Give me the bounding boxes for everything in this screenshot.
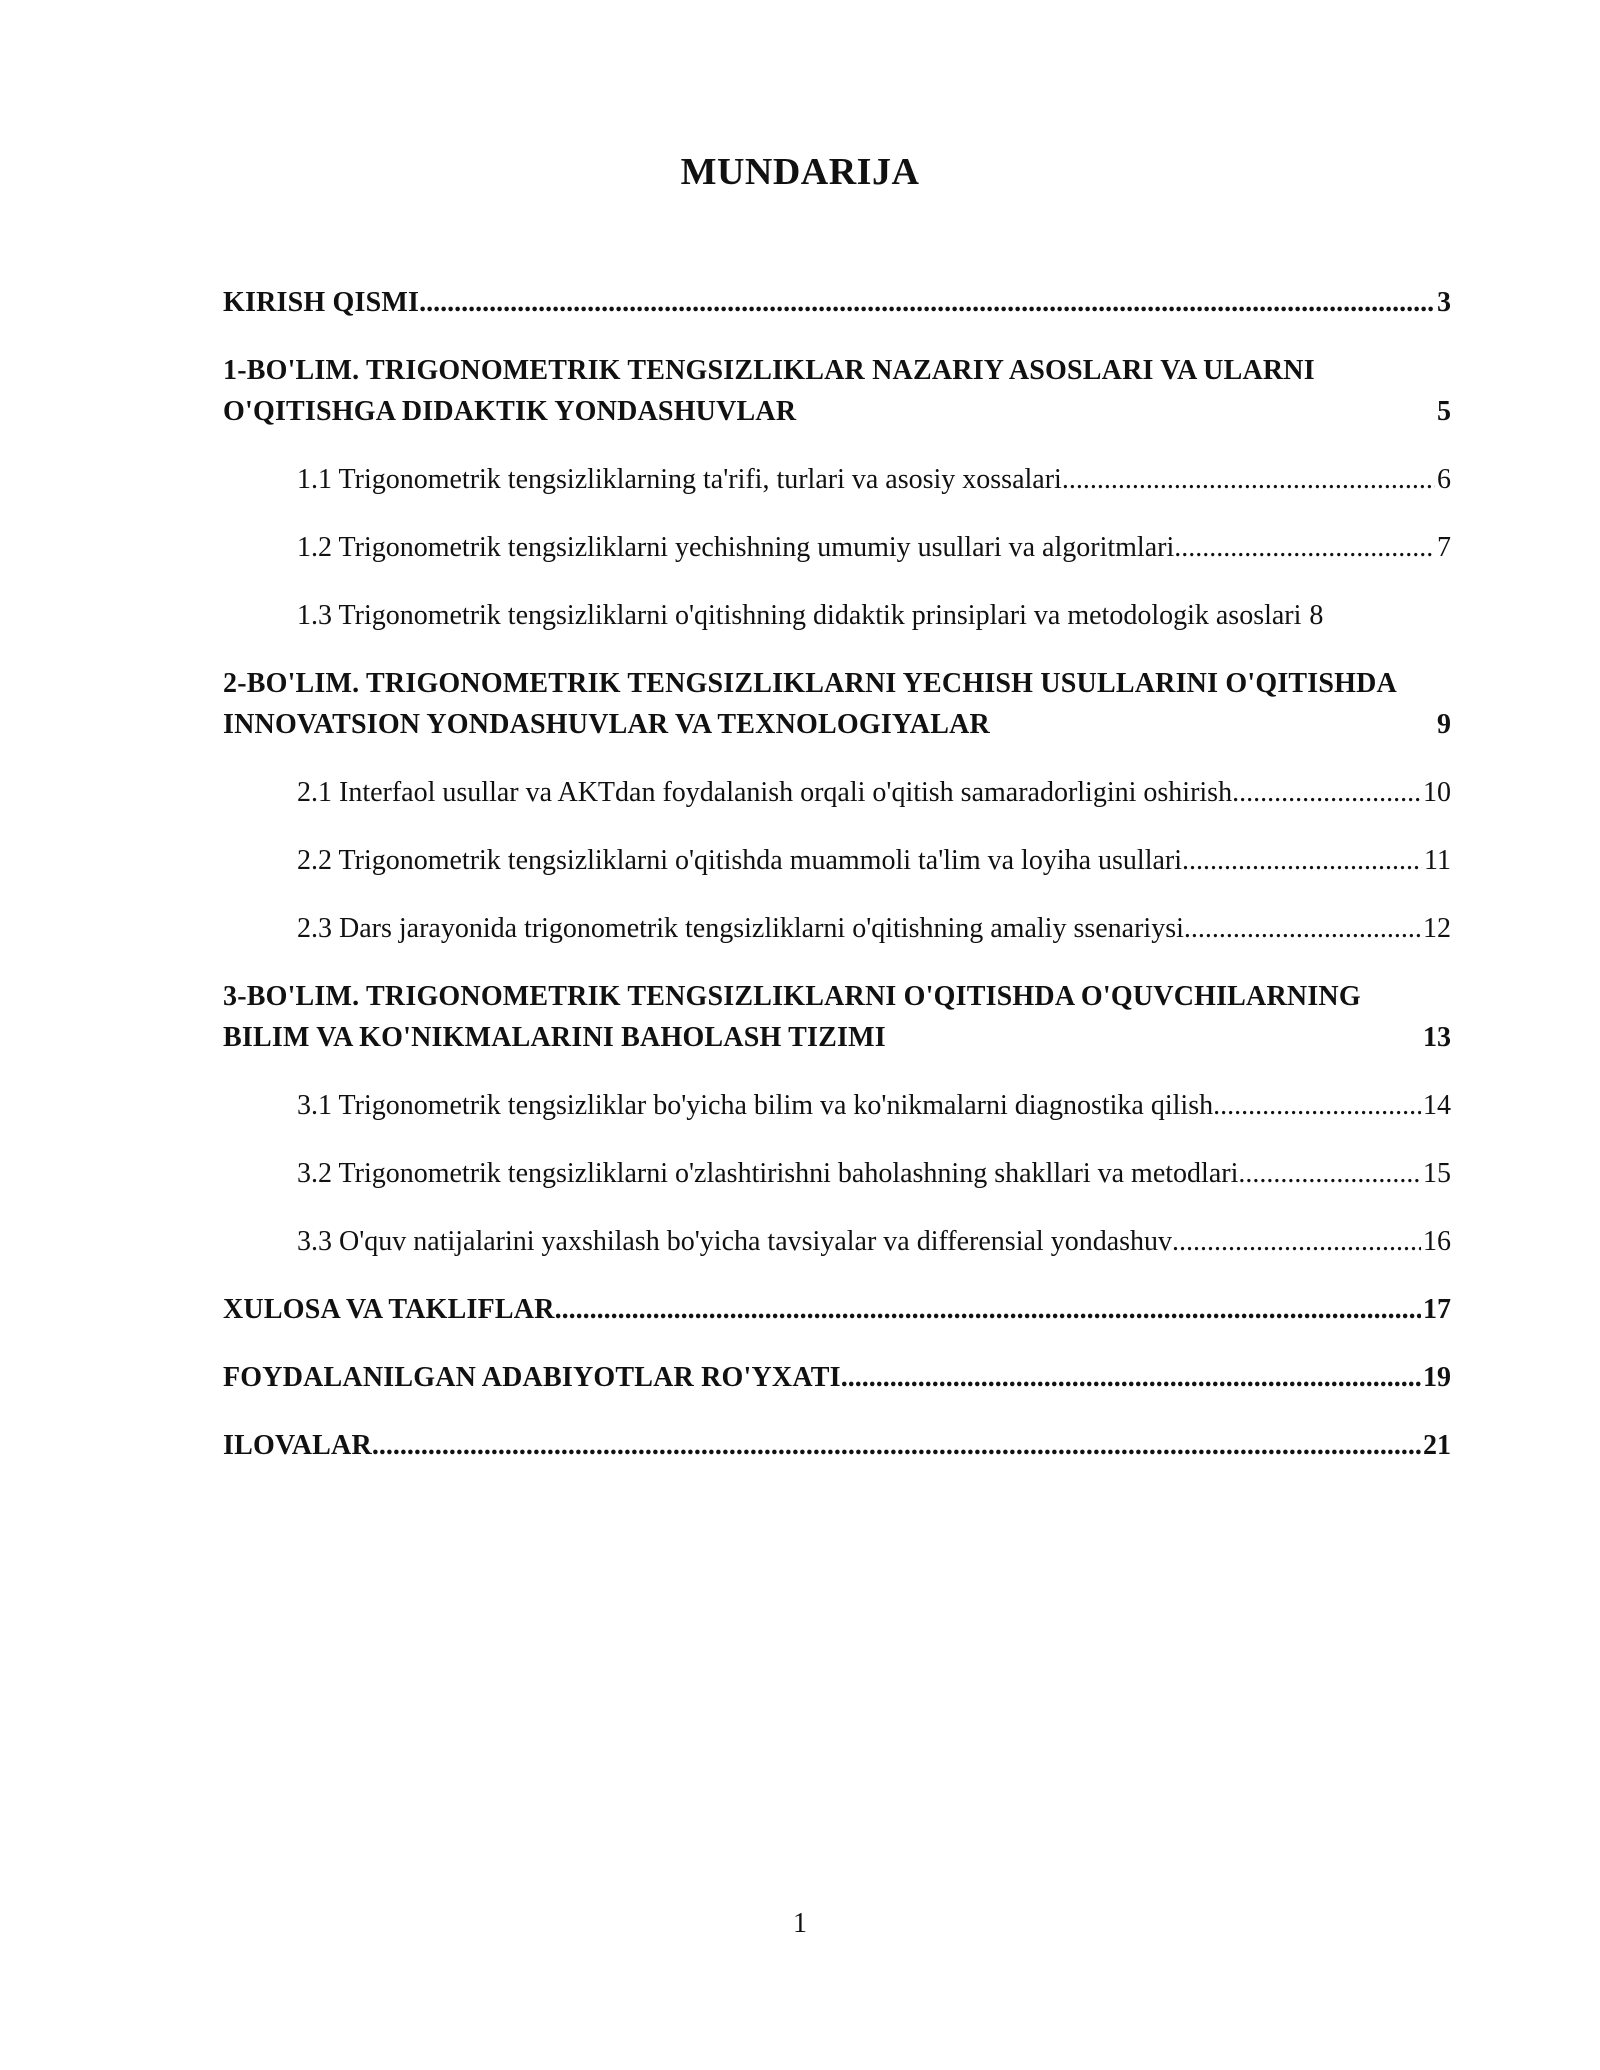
toc-entry-page: 5 bbox=[1437, 396, 1451, 427]
toc-entry-introduction[interactable] bbox=[223, 282, 1451, 323]
dot-leader bbox=[1213, 1085, 1421, 1126]
toc-entry-title: KIRISH QISMI bbox=[223, 287, 420, 318]
toc-entry-title: 2.2 Trigonometrik tengsizliklarni o'qitishda muammoli ta'lim va loyiha usullari bbox=[297, 845, 1183, 876]
dot-leader bbox=[841, 1357, 1421, 1398]
toc-entry-section-2-1[interactable] bbox=[297, 772, 1451, 813]
toc-entry-section-2-3[interactable] bbox=[297, 908, 1451, 949]
toc-entry-page: 17 bbox=[1423, 1294, 1451, 1325]
toc-entry-title: 2.1 Interfaol usullar va AKTdan foydalanish orqali o'qitish samaradorligini oshirish bbox=[297, 777, 1233, 808]
toc-entry-page: 6 bbox=[1437, 464, 1451, 495]
toc-entry-title: 1.3 Trigonometrik tengsizliklarni o'qitishning didaktik prinsiplari va metodologik asoslari bbox=[297, 600, 1302, 631]
toc-entry-title: ILOVALAR bbox=[223, 1430, 372, 1461]
toc-entry-page: 19 bbox=[1423, 1362, 1451, 1393]
toc-entry-page: 16 bbox=[1423, 1226, 1451, 1257]
dot-leader bbox=[555, 1289, 1421, 1330]
page-title: MUNDARIJA bbox=[680, 151, 920, 193]
toc-entry-title: FOYDALANILGAN ADABIYOTLAR RO'YXATI bbox=[223, 1362, 841, 1393]
toc-entry-page: 10 bbox=[1423, 777, 1451, 808]
toc-entry-chapter-2[interactable] bbox=[223, 663, 1451, 745]
toc-entry-title: 2.3 Dars jarayonida trigonometrik tengsizliklarni o'qitishning amaliy ssenariysi bbox=[297, 913, 1184, 944]
toc-entry-page: 13 bbox=[1423, 1022, 1451, 1053]
toc-entry-section-1-3[interactable] bbox=[297, 595, 1451, 636]
toc-entry-page: 11 bbox=[1424, 845, 1451, 876]
toc-entry-page: 12 bbox=[1423, 913, 1451, 944]
toc-entry-section-1-1[interactable] bbox=[297, 459, 1451, 500]
toc-entry-title: 1.2 Trigonometrik tengsizliklarni yechishning umumiy usullari va algoritmlari bbox=[297, 532, 1175, 563]
toc-entry-page: 7 bbox=[1437, 532, 1451, 563]
toc-entry-section-2-2[interactable] bbox=[297, 840, 1451, 881]
dot-leader bbox=[1062, 459, 1435, 500]
toc-entry-page: 8 bbox=[1309, 600, 1324, 631]
toc-entry-title: 3.3 O'quv natijalarini yaxshilash bo'yicha tavsiyalar va differensial yondashuv bbox=[297, 1226, 1173, 1257]
dot-leader bbox=[1232, 772, 1421, 813]
toc-entry-references[interactable] bbox=[223, 1357, 1451, 1398]
table-of-contents bbox=[223, 282, 1451, 1493]
toc-entry-section-1-2[interactable] bbox=[297, 527, 1451, 568]
toc-entry-title: XULOSA VA TAKLIFLAR bbox=[223, 1294, 555, 1325]
dot-leader bbox=[1184, 908, 1421, 949]
dot-leader bbox=[1238, 1153, 1421, 1194]
toc-entry-title: 3-BO'LIM. TRIGONOMETRIK TENGSIZLIKLARNI O'QITISHDA O'QUVCHILARNING BILIM VA KO'NIKMALARINI BAHOLASH TIZIMI bbox=[223, 981, 1361, 1053]
dot-leader bbox=[1174, 527, 1435, 568]
toc-entry-title: 3.1 Trigonometrik tengsizliklar bo'yicha bilim va ko'nikmalarni diagnostika qilish bbox=[297, 1090, 1214, 1121]
toc-entry-title: 1-BO'LIM. TRIGONOMETRIK TENGSIZLIKLAR NAZARIY ASOSLARI VA ULARNI O'QITISHGA DIDAKTIK YONDASHUVLAR bbox=[223, 355, 1315, 427]
dot-leader bbox=[1182, 840, 1422, 881]
toc-entry-conclusion[interactable] bbox=[223, 1289, 1451, 1330]
toc-entry-title: 2-BO'LIM. TRIGONOMETRIK TENGSIZLIKLARNI YECHISH USULLARINI O'QITISHDA INNOVATSION YONDASHUVLAR VA TEXNOLOGIYALAR bbox=[223, 668, 1396, 740]
toc-entry-chapter-1[interactable] bbox=[223, 350, 1451, 432]
toc-entry-title: 3.2 Trigonometrik tengsizliklarni o'zlashtirishni baholashning shakllari va metodlari bbox=[297, 1158, 1239, 1189]
toc-entry-chapter-3[interactable] bbox=[223, 976, 1451, 1058]
toc-entry-appendices[interactable] bbox=[223, 1425, 1451, 1466]
page-number: 1 bbox=[793, 1908, 807, 1939]
toc-entry-page: 15 bbox=[1423, 1158, 1451, 1189]
toc-entry-page: 9 bbox=[1437, 709, 1451, 740]
dot-leader bbox=[419, 282, 1435, 323]
toc-entry-page: 3 bbox=[1437, 287, 1451, 318]
toc-entry-title: 1.1 Trigonometrik tengsizliklarning ta'rifi, turlari va asosiy xossalari bbox=[297, 464, 1062, 495]
toc-entry-section-3-2[interactable] bbox=[297, 1153, 1451, 1194]
toc-entry-section-3-1[interactable] bbox=[297, 1085, 1451, 1126]
toc-entry-page: 14 bbox=[1423, 1090, 1451, 1121]
dot-leader bbox=[1172, 1221, 1421, 1262]
dot-leader bbox=[372, 1425, 1421, 1466]
toc-entry-page: 21 bbox=[1423, 1430, 1451, 1461]
toc-entry-section-3-3[interactable] bbox=[297, 1221, 1451, 1262]
